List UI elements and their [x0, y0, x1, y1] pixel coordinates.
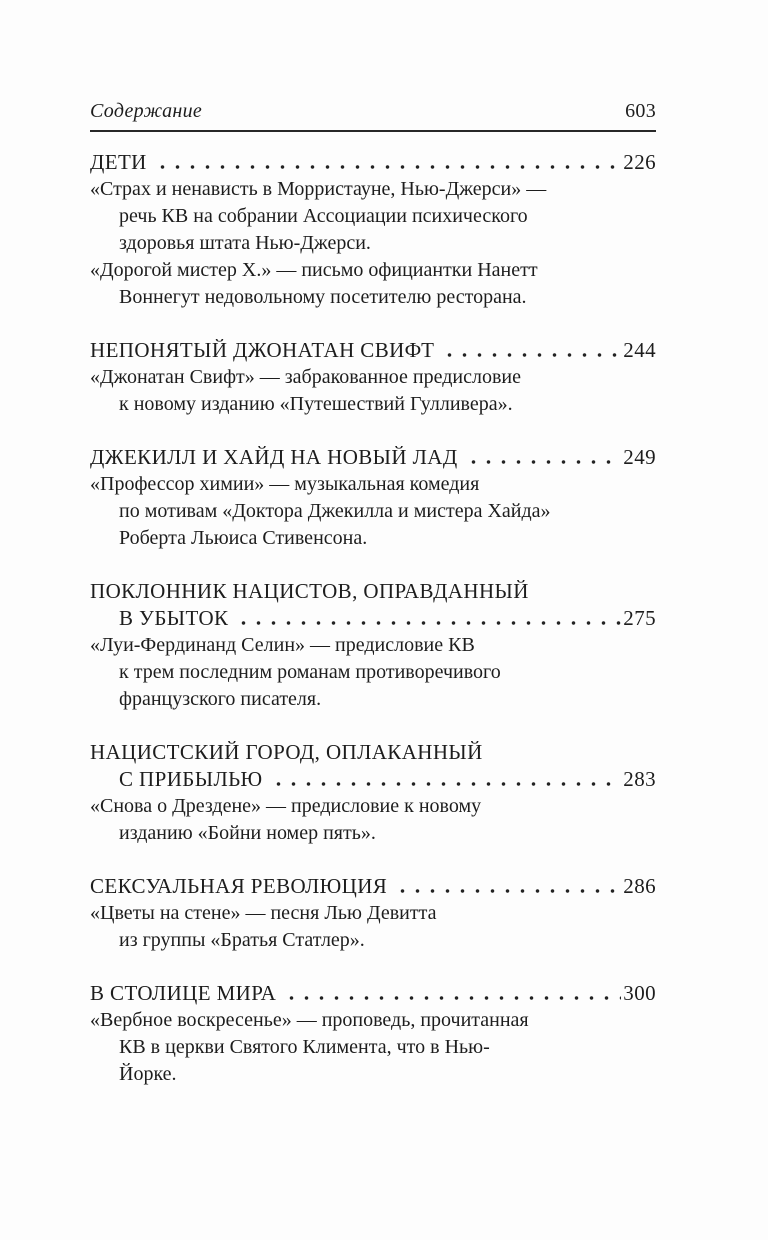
toc-title-line	[90, 980, 656, 1007]
toc-description-line: КВ в церкви Святого Климента, что в Нью-	[119, 1036, 490, 1058]
dot-leader	[395, 889, 621, 893]
toc-description-line: французского писателя.	[119, 688, 322, 710]
toc-title-text: ДЖЕКИЛЛ И ХАЙД НА НОВЫЙ ЛАД	[90, 445, 458, 469]
toc-title-text: НАЦИСТСКИЙ ГОРОД, ОПЛАКАННЫЙ	[90, 740, 483, 764]
toc-description-line: к новому изданию «Путешествий Гулливера».	[119, 393, 513, 415]
running-title: Содержание	[90, 100, 203, 122]
toc-entry	[90, 873, 656, 954]
toc-title-line	[90, 578, 656, 605]
toc-description	[90, 471, 656, 552]
running-header	[90, 100, 656, 123]
toc-description-line: к трем последним романам противоречивого	[119, 661, 501, 683]
toc-description-line: по мотивам «Доктора Джекилла и мистера Хайда»	[119, 500, 551, 522]
dot-leader	[271, 782, 622, 786]
toc-description-line: Роберта Льюиса Стивенсона.	[119, 527, 368, 549]
toc-entry	[90, 337, 656, 418]
toc-entries	[90, 149, 656, 1088]
toc-description	[90, 1007, 656, 1088]
toc-title-text: СЕКСУАЛЬНАЯ РЕВОЛЮЦИЯ	[90, 874, 388, 898]
toc-description	[90, 257, 656, 311]
toc-title-line	[90, 766, 656, 793]
toc-entry	[90, 980, 656, 1088]
toc-description-line: «Снова о Дрездене» — предисловие к новому	[90, 795, 482, 817]
toc-title-text: ПОКЛОННИК НАЦИСТОВ, ОПРАВДАННЫЙ	[90, 579, 529, 603]
dot-leader	[466, 460, 622, 464]
toc-title-text: ДЕТИ	[90, 150, 147, 174]
toc-title-line	[90, 444, 656, 471]
toc-title-line	[90, 605, 656, 632]
toc-entry	[90, 578, 656, 713]
toc-entry	[90, 444, 656, 552]
toc-description-line: Йорке.	[119, 1063, 177, 1085]
toc-description-line: «Дорогой мистер Х.» — письмо официантки Нанетт	[90, 259, 538, 281]
toc-description	[90, 176, 656, 257]
toc-page-number: 249	[623, 445, 656, 469]
toc-description	[90, 900, 656, 954]
dot-leader	[236, 621, 621, 625]
toc-description-line: «Цветы на стене» — песня Лью Девитта	[90, 902, 437, 924]
toc-description-line: здоровья штата Нью-Джерси.	[119, 232, 371, 254]
toc-description-line: Воннегут недовольному посетителю ресторана.	[119, 286, 527, 308]
header-rule	[90, 130, 656, 132]
toc-description-line: из группы «Братья Статлер».	[119, 929, 365, 951]
toc-page-number: 300	[623, 981, 656, 1005]
toc-title-text: В УБЫТОК	[119, 606, 229, 630]
toc-title-line	[90, 739, 656, 766]
toc-title-text: НЕПОНЯТЫЙ ДЖОНАТАН СВИФТ	[90, 338, 435, 362]
toc-description-line: «Вербное воскресенье» — проповедь, прочитанная	[90, 1009, 529, 1031]
toc-title-text: С ПРИБЫЛЬЮ	[119, 767, 263, 791]
toc-title-text: В СТОЛИЦЕ МИРА	[90, 981, 277, 1005]
toc-description	[90, 364, 656, 418]
dot-leader	[155, 165, 622, 169]
page-number: 603	[625, 100, 656, 122]
toc-title-line	[90, 873, 656, 900]
toc-description-line: «Страх и ненависть в Морристауне, Нью-Джерси» —	[90, 178, 547, 200]
toc-description-line: «Джонатан Свифт» — забракованное предисловие	[90, 366, 521, 388]
toc-description-line: изданию «Бойни номер пять».	[119, 822, 376, 844]
toc-description-line: «Профессор химии» — музыкальная комедия	[90, 473, 480, 495]
toc-page-number: 275	[623, 606, 656, 630]
toc-page-number: 286	[623, 874, 656, 898]
toc-page-number: 283	[623, 767, 656, 791]
dot-leader	[442, 353, 621, 357]
toc-description-line: речь КВ на собрании Ассоциации психического	[119, 205, 528, 227]
dot-leader	[284, 996, 621, 1000]
toc-title-line	[90, 337, 656, 364]
toc-page-number: 226	[623, 150, 656, 174]
toc-description-line: «Луи-Фердинанд Селин» — предисловие КВ	[90, 634, 475, 656]
toc-description	[90, 632, 656, 713]
toc-title-line	[90, 149, 656, 176]
toc-page-number: 244	[623, 338, 656, 362]
toc-entry	[90, 149, 656, 311]
toc-description	[90, 793, 656, 847]
toc-entry	[90, 739, 656, 847]
